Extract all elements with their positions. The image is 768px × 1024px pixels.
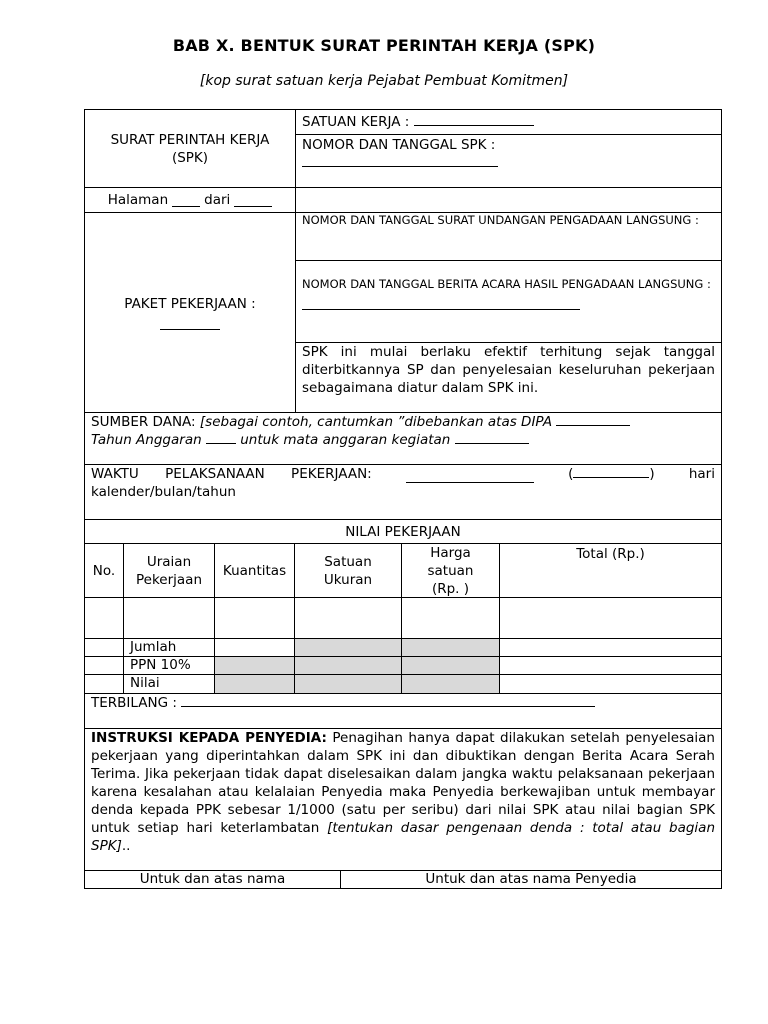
jumlah-row-harga — [402, 639, 500, 657]
ppn-row-kuantitas — [215, 657, 295, 675]
halaman-label: Halaman — [107, 192, 169, 208]
halaman-empty-cell — [295, 188, 721, 212]
col-header-harga: Harga satuan (Rp. ) — [402, 544, 500, 598]
nilai-pekerjaan-table — [84, 519, 722, 694]
paren-close: ) — [649, 466, 655, 482]
signature-block — [84, 870, 722, 889]
ppn-row-total[interactable] — [500, 657, 721, 675]
col-header-uraian: Uraian Pekerjaan — [124, 544, 215, 598]
nilai-pekerjaan-title: NILAI PEKERJAAN — [85, 520, 721, 544]
spk-label-cell — [85, 110, 295, 187]
halaman-cell — [85, 188, 295, 212]
paket-label: PAKET PEKERJAAN : — [124, 296, 256, 312]
jumlah-row-kuantitas — [215, 639, 295, 657]
tahun-anggaran-blank[interactable] — [206, 431, 236, 444]
ppn-row-no — [85, 657, 124, 675]
nomor-tanggal-cell — [295, 135, 721, 187]
col-header-total: Total (Rp.) — [500, 544, 721, 598]
data-cell-satuan[interactable] — [295, 598, 402, 639]
paket-block — [84, 212, 722, 413]
sumber-dana-text1: [sebagai contoh, cantumkan ”dibebankan atas DIPA — [199, 414, 553, 430]
berlaku-text: SPK ini mulai berlaku efektif terhitung sejak tanggal diterbitkannya SP dan penyelesaian keseluruhan pekerjaan sebagaimana diatur dalam SPK ini. — [302, 344, 715, 396]
halaman-block — [84, 187, 722, 213]
sumber-dana-line2 — [91, 431, 715, 449]
waktu-line2: kalender/bulan/tahun — [91, 484, 236, 500]
satuan-kerja-cell — [295, 110, 721, 135]
jumlah-row-label: Jumlah — [124, 639, 215, 657]
nomor-tanggal-label: NOMOR DAN TANGGAL SPK : — [302, 137, 496, 153]
col-header-kuantitas — [215, 544, 295, 598]
instruksi-end: .. — [121, 838, 131, 854]
dipa-blank[interactable] — [556, 413, 630, 426]
hari-label: hari — [688, 466, 715, 482]
waktu-block — [84, 464, 722, 520]
data-cell-total[interactable] — [500, 598, 721, 639]
kuantitas-label: Kuantitas — [222, 562, 287, 579]
col-header-satuan: Satuan Ukuran — [295, 544, 402, 598]
berita-acara-blank[interactable] — [302, 297, 580, 310]
paket-blank[interactable] — [160, 317, 220, 330]
nilai-row-label: Nilai — [124, 675, 215, 693]
instruksi-body: Penagihan hanya dapat dilakukan setelah penyelesaian pekerjaan yang diperintahkan dalam SPK ini dan dibuktikan dengan Berita Acara Serah Terima. Jika pekerjaan tidak dapat diselesaikan dalam jangka waktu pelaksanaan pekerjaan karena kesalahan atau kelalaian Penyedia maka Penyedia berkewajiban untuk membayar denda kepada PPK sebesar 1/1000 (satu per seribu) dari nilai SPK atau nilai bagian SPK untuk setiap hari keterlambatan — [91, 730, 715, 836]
terbilang-label: TERBILANG : — [91, 695, 177, 711]
berita-acara-cell — [295, 261, 721, 343]
data-cell-kuantitas[interactable] — [215, 598, 295, 639]
terbilang-blank[interactable] — [181, 694, 595, 707]
jumlah-row-satuan — [295, 639, 402, 657]
waktu-line1 — [91, 465, 715, 483]
nilai-row-satuan — [295, 675, 402, 693]
waktu-number-blank[interactable] — [573, 465, 649, 478]
jumlah-row-total[interactable] — [500, 639, 721, 657]
sign-right: Untuk dan atas nama Penyedia — [425, 871, 637, 887]
ppn-row-harga — [402, 657, 500, 675]
dari-label: dari — [204, 192, 231, 208]
waktu-blank[interactable] — [406, 470, 534, 483]
nilai-row-total[interactable] — [500, 675, 721, 693]
undangan-label: NOMOR DAN TANGGAL SURAT UNDANGAN PENGADAAN LANGSUNG : — [302, 213, 699, 227]
mata-anggaran-blank[interactable] — [455, 431, 529, 444]
instruksi-label: INSTRUKSI KEPADA PENYEDIA: — [91, 730, 327, 746]
dari-blank[interactable] — [234, 194, 272, 207]
waktu-paren — [568, 465, 655, 483]
data-cell-no[interactable] — [85, 598, 124, 639]
berita-acara-label: NOMOR DAN TANGGAL BERITA ACARA HASIL PENGADAAN LANGSUNG : — [302, 277, 711, 291]
data-cell-uraian[interactable] — [124, 598, 215, 639]
ppn-row-label: PPN 10% — [124, 657, 215, 675]
spk-label: SURAT PERINTAH KERJA (SPK) — [110, 131, 270, 166]
paket-label-cell — [85, 213, 295, 412]
nomor-tanggal-blank[interactable] — [302, 154, 498, 167]
terbilang-block — [84, 693, 722, 729]
letterhead-note: [kop surat satuan kerja Pejabat Pembuat Komitmen] — [199, 73, 569, 89]
page-title: BAB X. BENTUK SURAT PERINTAH KERJA (SPK) — [172, 36, 596, 55]
col-header-no: No. — [85, 544, 124, 598]
nilai-row-no — [85, 675, 124, 693]
data-cell-harga[interactable] — [402, 598, 500, 639]
undangan-cell — [295, 213, 721, 261]
jumlah-row-no — [85, 639, 124, 657]
sumber-dana-block — [84, 412, 722, 465]
instruksi-italic: [tentukan dasar pengenaan denda : total atau bagian SPK] — [91, 820, 715, 854]
nilai-row-kuantitas — [215, 675, 295, 693]
nilai-row-harga — [402, 675, 500, 693]
satuan-kerja-label: SATUAN KERJA : — [302, 114, 410, 130]
paren-open: ( — [568, 466, 574, 482]
instruksi-text — [91, 729, 715, 855]
mata-anggaran-label: untuk mata anggaran kegiatan — [240, 432, 451, 448]
instruksi-block — [84, 728, 722, 871]
spk-header-block — [84, 109, 722, 188]
satuan-kerja-blank[interactable] — [414, 113, 534, 126]
tahun-anggaran-label: Tahun Anggaran — [91, 432, 202, 448]
ppn-row-satuan — [295, 657, 402, 675]
sumber-dana-label: SUMBER DANA: — [91, 414, 196, 430]
sign-left: Untuk dan atas nama — [85, 871, 341, 888]
sumber-dana-line1 — [91, 413, 715, 431]
berlaku-cell — [295, 343, 721, 412]
waktu-label: WAKTU PELAKSANAAN PEKERJAAN: — [91, 466, 372, 482]
halaman-blank[interactable] — [172, 194, 200, 207]
